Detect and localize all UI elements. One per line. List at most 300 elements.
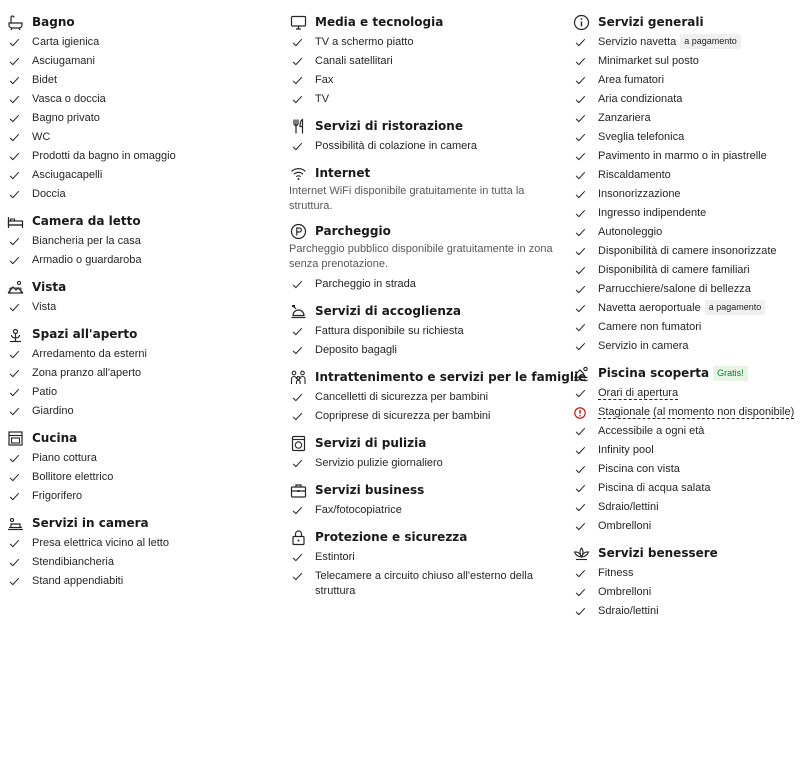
paid-badge: a pagamento [705, 300, 766, 315]
facility-item [6, 185, 276, 204]
facilities-column-2 [289, 12, 587, 606]
check-icon [6, 553, 24, 572]
facility-text: Telecamere a circuito chiuso all'esterno della struttura [315, 570, 533, 597]
facility-item [289, 71, 561, 90]
facility-item [572, 223, 797, 242]
check-icon [572, 52, 590, 71]
section-sicurezza [289, 527, 561, 599]
facility-text: Stand appendiabiti [32, 575, 124, 587]
facility-label [32, 109, 100, 128]
facility-label [32, 572, 123, 591]
facility-label [315, 275, 416, 294]
section-note: Internet WiFi disponibile gratuitamente in tutta la struttura. [289, 185, 525, 212]
oven-icon [6, 429, 24, 447]
wifi-icon [289, 164, 307, 182]
section-header [572, 363, 797, 383]
section-title: Internet [315, 166, 371, 180]
check-icon [6, 487, 24, 506]
section-header [289, 12, 561, 32]
facility-label [32, 128, 50, 147]
facility-text: Asciugacapelli [32, 169, 103, 181]
facility-item [6, 553, 276, 572]
section-note: Parcheggio pubblico disponibile gratuitamente in zona senza prenotazione. [289, 243, 553, 270]
facility-text: Estintori [315, 551, 355, 563]
facility-label [32, 364, 141, 383]
facility-text: Insonorizzazione [598, 188, 681, 200]
section-title: Servizi business [315, 483, 425, 497]
section-media [289, 12, 561, 109]
facility-label [598, 517, 651, 536]
section-famiglie [289, 367, 587, 426]
facility-label [315, 33, 413, 52]
facility-label [598, 479, 711, 498]
facility-item [6, 572, 276, 591]
facility-text: Fattura disponibile su richiesta [315, 325, 464, 337]
facility-item [6, 364, 276, 383]
section-header [289, 221, 561, 241]
facility-text: Piscina di acqua salata [598, 482, 711, 494]
facility-item [572, 441, 797, 460]
facility-text: Riscaldamento [598, 169, 671, 181]
facility-text: Asciugamani [32, 55, 95, 67]
facility-text: Prodotti da bagno in omaggio [32, 150, 176, 162]
check-icon [6, 345, 24, 364]
facility-item [289, 275, 561, 294]
facility-label [598, 185, 681, 204]
facility-text: Carta igienica [32, 36, 100, 48]
check-icon [6, 33, 24, 52]
check-icon [289, 137, 307, 156]
facility-item [572, 479, 797, 498]
facility-label [32, 52, 95, 71]
facility-label [598, 204, 706, 223]
facility-label [598, 602, 659, 621]
section-piscina [572, 363, 797, 536]
check-icon [572, 583, 590, 602]
facility-text: Accessibile a ogni età [598, 425, 705, 437]
check-icon [572, 166, 590, 185]
bathtub-icon [6, 13, 24, 31]
facility-label [598, 52, 699, 71]
facility-text: Camere non fumatori [598, 321, 702, 333]
section-title: Vista [32, 280, 67, 294]
facility-item [572, 564, 797, 583]
facility-item [572, 109, 797, 128]
section-generali [572, 12, 797, 356]
facility-label [315, 322, 464, 341]
facility-item [572, 460, 797, 479]
check-icon [6, 232, 24, 251]
facility-text: Vasca o doccia [32, 93, 106, 105]
facility-item [6, 90, 276, 109]
facility-item [572, 90, 797, 109]
facility-label [32, 71, 57, 90]
facility-text: Piano cottura [32, 452, 97, 464]
check-icon [572, 460, 590, 479]
facility-label [315, 548, 355, 567]
facility-item [6, 449, 276, 468]
section-header [289, 367, 587, 387]
facility-label [315, 71, 333, 90]
facility-label [315, 407, 490, 426]
facility-item [6, 251, 276, 270]
facility-item [6, 147, 276, 166]
facility-text: Canali satellitari [315, 55, 393, 67]
facility-label [598, 261, 750, 280]
check-icon [6, 166, 24, 185]
check-icon [289, 548, 307, 567]
facility-item [289, 454, 561, 473]
facility-text: Infinity pool [598, 444, 654, 456]
check-icon [289, 275, 307, 294]
section-accoglienza [289, 301, 561, 360]
check-icon [572, 441, 590, 460]
check-icon [6, 298, 24, 317]
facility-item [6, 52, 276, 71]
parking-icon [289, 222, 307, 240]
facility-item [289, 501, 561, 520]
section-vista [6, 277, 276, 317]
section-header [6, 211, 276, 231]
facility-text: Stagionale (al momento non disponibile) [598, 406, 795, 418]
facility-text: Sdraio/lettini [598, 605, 659, 617]
check-icon [289, 388, 307, 407]
check-icon [572, 128, 590, 147]
facility-label [32, 402, 74, 421]
section-title: Servizi di accoglienza [315, 304, 461, 318]
facility-item [6, 232, 276, 251]
facilities-column-3 [572, 12, 797, 628]
check-icon [6, 128, 24, 147]
section-title: Piscina scoperta [598, 366, 710, 380]
facility-label [598, 337, 688, 356]
facility-text: Patio [32, 386, 58, 398]
section-bagno [6, 12, 276, 204]
family-icon [289, 368, 307, 386]
facility-item [572, 52, 797, 71]
check-icon [572, 109, 590, 128]
check-icon [289, 567, 307, 586]
facility-item [289, 388, 561, 407]
facility-text: Possibilità di colazione in camera [315, 140, 478, 152]
section-title: Media e tecnologia [315, 15, 444, 29]
flower-icon [6, 325, 24, 343]
facility-label [598, 460, 680, 479]
facility-label [32, 166, 102, 185]
check-icon [572, 384, 590, 403]
section-camera [6, 211, 276, 270]
facility-text: Aria condizionata [598, 93, 683, 105]
facility-text: Stendibiancheria [32, 556, 114, 568]
facility-item [572, 166, 797, 185]
section-header [572, 12, 797, 32]
facility-item [572, 185, 797, 204]
facility-item [572, 583, 797, 602]
facility-label [598, 498, 659, 517]
facility-label [32, 33, 99, 52]
facility-item [572, 602, 797, 621]
facility-item [6, 33, 276, 52]
section-aperto [6, 324, 276, 421]
facility-item [572, 403, 797, 422]
check-icon [572, 602, 590, 621]
facility-text: Bidet [32, 74, 58, 86]
section-header [6, 324, 276, 344]
facility-text: TV a schermo piatto [315, 36, 414, 48]
section-title: Servizi in camera [32, 516, 149, 530]
facility-text: Parcheggio in strada [315, 278, 416, 290]
facility-item [289, 90, 561, 109]
section-parcheggio [289, 221, 561, 294]
info-icon [572, 13, 590, 31]
facility-text: Sveglia telefonica [598, 131, 685, 143]
section-header [6, 12, 276, 32]
facility-item [289, 548, 561, 567]
facility-text: Zona pranzo all'aperto [32, 367, 142, 379]
section-ristorazione [289, 116, 561, 156]
check-icon [6, 90, 24, 109]
check-icon [572, 71, 590, 90]
facility-text: Ingresso indipendente [598, 207, 707, 219]
check-icon [289, 407, 307, 426]
section-title: Servizi di ristorazione [315, 119, 463, 133]
section-header [289, 116, 561, 136]
check-icon [572, 280, 590, 299]
facility-item [289, 341, 561, 360]
facility-item [572, 280, 797, 299]
check-icon [572, 337, 590, 356]
facility-label [598, 90, 682, 109]
facility-text: Orari di apertura [598, 387, 679, 399]
facility-label [32, 468, 113, 487]
facility-label [32, 345, 147, 364]
check-icon [572, 479, 590, 498]
reception-bell-icon [289, 302, 307, 320]
facility-text: Parrucchiere/salone di bellezza [598, 283, 751, 295]
section-title: Intrattenimento e servizi per le famiglie [315, 370, 587, 384]
section-title: Protezione e sicurezza [315, 530, 468, 544]
facility-label [598, 33, 741, 52]
facility-item [572, 33, 797, 52]
facility-label [315, 90, 329, 109]
facility-item [572, 204, 797, 223]
facility-item [572, 299, 797, 318]
facility-item [572, 422, 797, 441]
facility-text: Biancheria per la casa [32, 235, 141, 247]
facility-item [6, 402, 276, 421]
facility-text: Doccia [32, 188, 66, 200]
facility-item [572, 147, 797, 166]
facility-label [315, 567, 561, 599]
facility-label [32, 449, 97, 468]
facility-item [289, 33, 561, 52]
check-icon [572, 517, 590, 536]
facility-label [32, 185, 66, 204]
section-header [6, 513, 276, 533]
facility-item [6, 487, 276, 506]
facility-item [572, 128, 797, 147]
facility-text: Fax [315, 74, 334, 86]
facility-label [598, 166, 671, 185]
facility-label [32, 383, 57, 402]
lock-icon [289, 528, 307, 546]
washing-machine-icon [289, 434, 307, 452]
facility-item [289, 322, 561, 341]
facility-label [32, 298, 56, 317]
facility-item [289, 407, 561, 426]
check-icon [6, 468, 24, 487]
facility-label [32, 251, 141, 270]
facility-item [6, 109, 276, 128]
section-header [289, 163, 561, 183]
facility-label [32, 90, 106, 109]
check-icon [6, 109, 24, 128]
check-icon [572, 204, 590, 223]
facility-text: Copriprese di sicurezza per bambini [315, 410, 491, 422]
facility-text: Deposito bagagli [315, 344, 397, 356]
check-icon [6, 71, 24, 90]
facility-item [6, 534, 276, 553]
section-header [289, 480, 561, 500]
facility-label [315, 52, 393, 71]
facility-item [6, 383, 276, 402]
facility-info-link[interactable] [598, 384, 678, 403]
bed-icon [6, 212, 24, 230]
facility-label [315, 341, 397, 360]
check-icon [572, 33, 590, 52]
facility-label [315, 388, 488, 407]
facility-item [572, 384, 797, 403]
check-icon [572, 422, 590, 441]
facility-info-link[interactable] [598, 403, 794, 422]
facility-label [598, 583, 651, 602]
facility-text: Arredamento da esterni [32, 348, 147, 360]
check-icon [6, 534, 24, 553]
paid-badge: a pagamento [680, 34, 741, 49]
facility-item [6, 345, 276, 364]
facility-text: Fax/fotocopiatrice [315, 504, 402, 516]
facility-text: Zanzariera [598, 112, 651, 124]
facility-item [572, 318, 797, 337]
facility-text: Disponibilità di camere insonorizzate [598, 245, 777, 257]
facility-text: Sdraio/lettini [598, 501, 659, 513]
facility-text: Minimarket sul posto [598, 55, 699, 67]
facility-label [598, 242, 777, 261]
section-cucina [6, 428, 276, 506]
facility-label [32, 487, 82, 506]
facility-text: Ombrelloni [598, 586, 652, 598]
facility-item [572, 517, 797, 536]
facility-item [289, 137, 561, 156]
check-icon [289, 33, 307, 52]
facility-label [598, 280, 751, 299]
section-title: Cucina [32, 431, 78, 445]
check-icon [572, 261, 590, 280]
facility-text: Pavimento in marmo o in piastrelle [598, 150, 767, 162]
check-icon [6, 52, 24, 71]
facility-item [6, 128, 276, 147]
facility-label [315, 137, 477, 156]
check-icon [572, 223, 590, 242]
facility-text: Giardino [32, 405, 74, 417]
check-icon [6, 185, 24, 204]
facility-text: Autonoleggio [598, 226, 663, 238]
facility-text: Servizio pulizie giornaliero [315, 457, 443, 469]
check-icon [289, 71, 307, 90]
facility-text: Piscina con vista [598, 463, 680, 475]
check-icon [289, 52, 307, 71]
check-icon [572, 299, 590, 318]
facility-text: Presa elettrica vicino al letto [32, 537, 169, 549]
section-title: Spazi all'aperto [32, 327, 138, 341]
check-icon [572, 318, 590, 337]
section-header [289, 527, 561, 547]
mountain-icon [6, 278, 24, 296]
facility-text: Bagno privato [32, 112, 100, 124]
check-icon [572, 90, 590, 109]
facility-label [315, 454, 443, 473]
section-servizi-camera [6, 513, 276, 591]
section-title: Bagno [32, 15, 75, 29]
section-internet [289, 163, 561, 214]
facility-label [32, 534, 169, 553]
section-header [572, 543, 797, 563]
facility-label [598, 109, 651, 128]
facility-text: Disponibilità di camere familiari [598, 264, 750, 276]
facility-label [32, 147, 176, 166]
facility-text: Bollitore elettrico [32, 471, 114, 483]
facility-label [598, 564, 633, 583]
check-icon [6, 402, 24, 421]
facility-item [572, 498, 797, 517]
facility-text: Fitness [598, 567, 634, 579]
cutlery-icon [289, 117, 307, 135]
facility-item [572, 261, 797, 280]
check-icon [572, 498, 590, 517]
section-business [289, 480, 561, 520]
swimmer-icon [572, 364, 590, 382]
check-icon [6, 147, 24, 166]
monitor-icon [289, 13, 307, 31]
facility-text: Area fumatori [598, 74, 665, 86]
section-pulizia [289, 433, 561, 473]
facility-label [598, 318, 701, 337]
room-service-icon [6, 514, 24, 532]
facility-text: Armadio o guardaroba [32, 254, 142, 266]
facility-text: TV [315, 93, 330, 105]
section-title: Parcheggio [315, 224, 391, 238]
free-badge: Gratis! [713, 366, 748, 381]
section-header [6, 428, 276, 448]
section-title: Servizi benessere [598, 546, 718, 560]
check-icon [289, 501, 307, 520]
facility-label [315, 501, 402, 520]
facility-item [6, 298, 276, 317]
facility-label [32, 232, 141, 251]
facility-item [289, 52, 561, 71]
facility-text: Cancelletti di sicurezza per bambini [315, 391, 489, 403]
facilities-column-1 [6, 12, 276, 598]
check-icon [572, 564, 590, 583]
facility-item [572, 71, 797, 90]
facility-label [598, 299, 765, 318]
check-icon [289, 90, 307, 109]
facility-label [598, 147, 767, 166]
facility-text: Ombrelloni [598, 520, 652, 532]
section-title: Servizi generali [598, 15, 704, 29]
check-icon [289, 322, 307, 341]
facility-label [598, 441, 654, 460]
